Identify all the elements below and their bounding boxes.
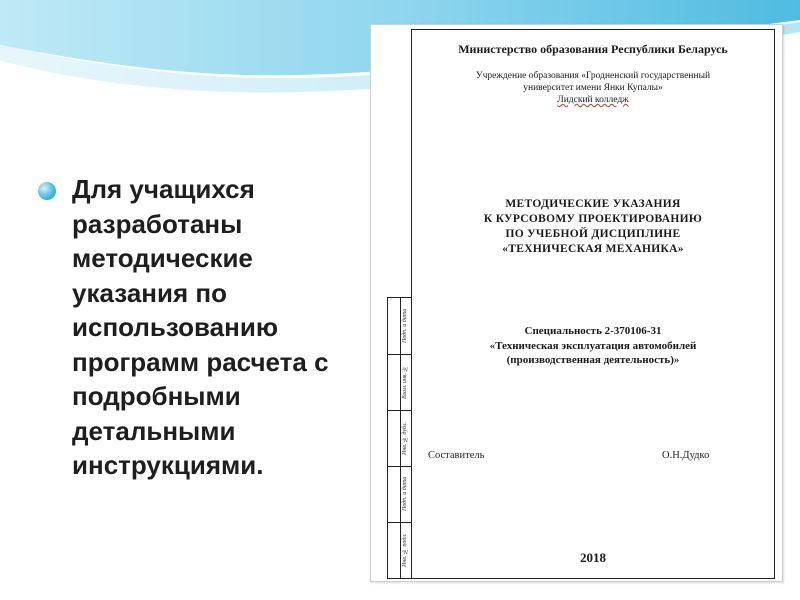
document-year: 2018 [580, 550, 606, 565]
title-line: ПО УЧЕБНОЙ ДИСЦИПЛИНЕ [505, 228, 681, 240]
stamp-divider [388, 466, 412, 467]
institution-line: Лидский колледж [557, 95, 629, 105]
specialty-line: (производственная деятельность)» [506, 354, 680, 366]
compiler-name: О.Н.Дудко [662, 450, 710, 461]
stamp-value-column [388, 298, 401, 578]
stamp-label: Инв. № дубл. [402, 421, 408, 455]
specialty-block [412, 324, 774, 368]
bullet-text: Для учащихся разработаны методические указания по использованию программ расчета с подробными детальными инструкциями. [72, 174, 329, 480]
document-title [412, 197, 774, 257]
stamp-label: Подп. и дата [402, 476, 408, 512]
stamp-label: Инв. № подл. [402, 533, 408, 567]
document-page [411, 29, 775, 579]
stamp-divider [388, 410, 412, 411]
stamp-label: Взам. инв. № [402, 365, 408, 399]
title-line: МЕТОДИЧЕСКИЕ УКАЗАНИЯ [505, 198, 681, 210]
stamp-label: Подп. и дата [402, 308, 408, 344]
binding-stamp [387, 297, 412, 579]
ministry-heading: Министерство образования Республики Беларусь [458, 42, 728, 56]
compiler-label: Составитель [428, 450, 485, 461]
institution-line: Учреждение образования «Гродненский государственный [475, 71, 711, 81]
bullet-point-icon [38, 182, 56, 200]
specialty-line: «Техническая эксплуатация автомобилей [489, 339, 697, 352]
title-line: «ТЕХНИЧЕСКАЯ МЕХАНИКА» [502, 243, 684, 255]
stamp-divider [388, 354, 412, 355]
institution-line: университет имени Янки Купалы» [523, 83, 663, 93]
title-line: К КУРСОВОМУ ПРОЕКТИРОВАНИЮ [483, 213, 703, 225]
stamp-divider [388, 522, 412, 523]
institution-block [412, 70, 774, 106]
document-preview [370, 24, 783, 582]
specialty-line: Специальность 2-370106-31 [524, 325, 662, 337]
